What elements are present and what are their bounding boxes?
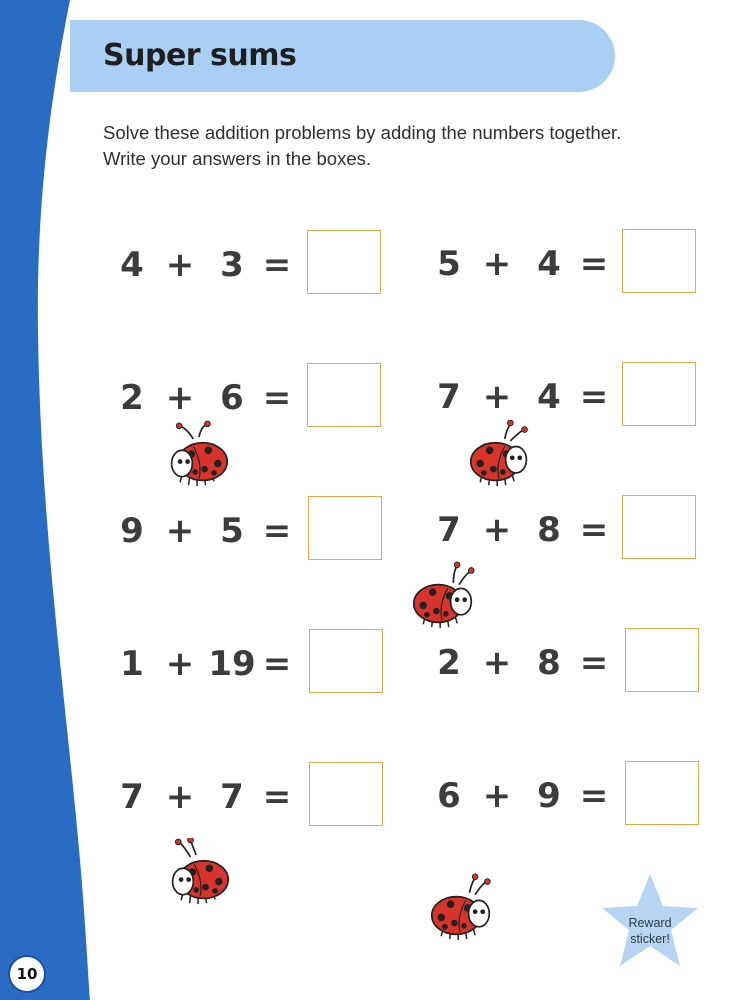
answer-box[interactable] — [622, 495, 696, 559]
equals-sign: = — [579, 244, 609, 284]
answer-box[interactable] — [307, 363, 381, 427]
answer-box[interactable] — [622, 229, 696, 293]
plus-sign: + — [165, 245, 195, 285]
instructions-line-1: Solve these addition problems by adding the numbers together. — [103, 122, 622, 143]
answer-box[interactable] — [622, 362, 696, 426]
addend-1: 1 — [120, 644, 144, 684]
addend-1: 7 — [437, 510, 461, 550]
addend-2: 3 — [220, 245, 244, 285]
equals-sign: = — [262, 644, 292, 684]
addend-1: 6 — [437, 776, 461, 816]
instructions-line-2: Write your answers in the boxes. — [103, 148, 372, 169]
equals-sign: = — [262, 511, 292, 551]
answer-box[interactable] — [307, 230, 381, 294]
page-title: Super sums — [103, 38, 297, 73]
addend-2: 5 — [220, 511, 244, 551]
equals-sign: = — [262, 378, 292, 418]
answer-box[interactable] — [309, 762, 383, 826]
answer-box[interactable] — [308, 496, 382, 560]
addend-2: 8 — [537, 643, 561, 683]
ladybird-icon — [410, 560, 476, 630]
plus-sign: + — [165, 777, 195, 817]
answer-box[interactable] — [309, 629, 383, 693]
instructions — [103, 120, 703, 172]
equals-sign: = — [579, 510, 609, 550]
addend-2: 9 — [537, 776, 561, 816]
plus-sign: + — [482, 643, 512, 683]
plus-sign: + — [482, 377, 512, 417]
reward-sticker-line-1: Reward — [628, 916, 672, 930]
addend-1: 2 — [120, 378, 144, 418]
page-number: 10 — [8, 955, 46, 993]
ladybird-icon — [428, 872, 494, 942]
addend-1: 4 — [120, 245, 144, 285]
addend-2: 7 — [220, 777, 244, 817]
addend-1: 2 — [437, 643, 461, 683]
plus-sign: + — [165, 511, 195, 551]
plus-sign: + — [165, 378, 195, 418]
plus-sign: + — [482, 244, 512, 284]
addend-2: 6 — [220, 378, 244, 418]
ladybird-icon — [467, 420, 533, 490]
addend-1: 9 — [120, 511, 144, 551]
reward-sticker-label — [610, 915, 690, 947]
equals-sign: = — [579, 377, 609, 417]
plus-sign: + — [165, 644, 195, 684]
answer-box[interactable] — [625, 761, 699, 825]
equals-sign: = — [262, 777, 292, 817]
addend-1: 7 — [120, 777, 144, 817]
addend-2: 8 — [537, 510, 561, 550]
equals-sign: = — [579, 776, 609, 816]
answer-box[interactable] — [625, 628, 699, 692]
equals-sign: = — [262, 245, 292, 285]
addend-2: 4 — [537, 244, 561, 284]
equals-sign: = — [579, 643, 609, 683]
ladybird-icon — [166, 838, 232, 908]
addend-1: 7 — [437, 377, 461, 417]
addend-2: 19 — [208, 644, 256, 684]
plus-sign: + — [482, 776, 512, 816]
plus-sign: + — [482, 510, 512, 550]
ladybird-icon — [165, 420, 231, 490]
addend-2: 4 — [537, 377, 561, 417]
reward-sticker-line-2: sticker! — [630, 932, 670, 946]
addend-1: 5 — [437, 244, 461, 284]
